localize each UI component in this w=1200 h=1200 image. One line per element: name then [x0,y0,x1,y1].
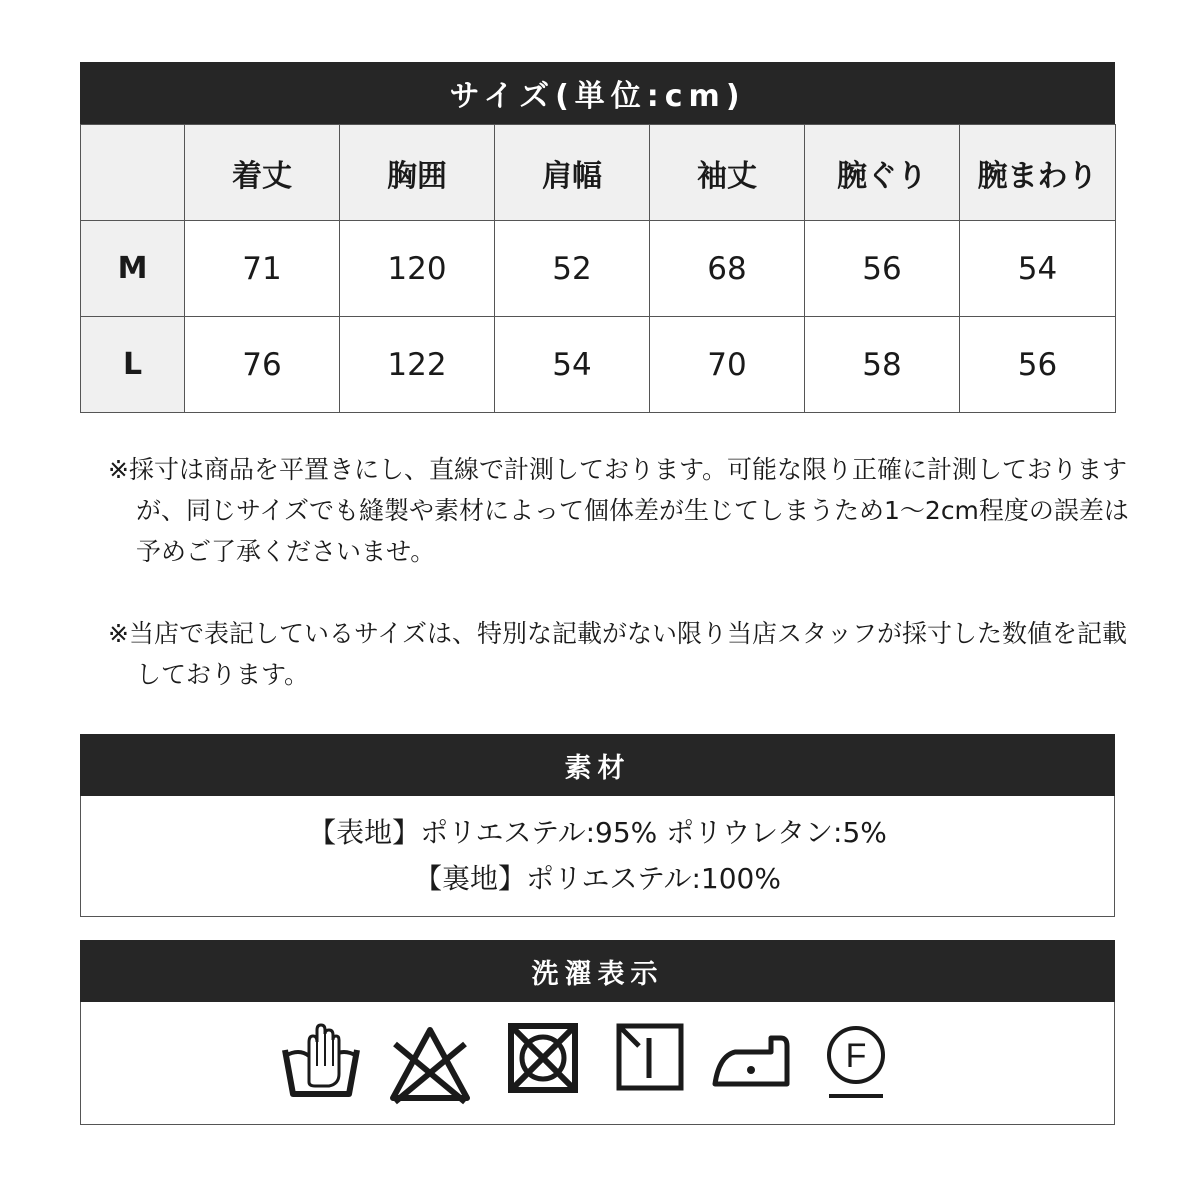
care-icons [80,1002,1115,1125]
table-cell: 68 [650,221,805,317]
size-source-note: ※当店で表記しているサイズは、特別な記載がない限り当店スタッフが採寸した数値を記載しております。 [108,619,1127,689]
size-section [80,62,1115,413]
table-cell: 54 [960,221,1116,317]
table-cell: 54 [495,317,650,413]
table-cell: 56 [960,317,1116,413]
table-row [81,317,1116,413]
size-title: サイズ(単位:cm) [80,62,1115,124]
hand-wash-icon [279,1022,363,1106]
line-dry-shade-icon [615,1022,685,1094]
care-title: 洗濯表示 [80,940,1115,1002]
table-row [81,221,1116,317]
row-label: M [81,221,185,317]
column-header: 袖丈 [650,125,805,221]
table-cell: 120 [340,221,495,317]
column-header: 腕まわり [960,125,1116,221]
table-cell: 52 [495,221,650,317]
material-section [80,734,1115,917]
dry-clean-f-icon [823,1022,889,1102]
material-title: 素材 [80,734,1115,796]
column-header: 肩幅 [495,125,650,221]
column-header: 胸囲 [340,125,495,221]
table-cell: 122 [340,317,495,413]
column-header: 着丈 [185,125,340,221]
table-cell: 56 [805,221,960,317]
table-cell: 71 [185,221,340,317]
measurement-note: ※採寸は商品を平置きにし、直線で計測しております。可能な限り正確に計測しておりますが、同じサイズでも縫製や素材によって個体差が生じてしまうため1〜2cm程度の誤差は予めご了承くださいませ。 [108,455,1129,566]
table-cell: 76 [185,317,340,413]
material-body [80,796,1115,917]
no-bleach-icon [389,1022,471,1106]
table-cell: 70 [650,317,805,413]
iron-low-icon [711,1022,793,1094]
size-header-row [81,125,1116,221]
row-label: L [81,317,185,413]
care-section [80,940,1115,1125]
lining-fabric-line: 【裏地】ポリエステル:100% [414,862,781,895]
size-table [80,124,1116,413]
corner-cell [81,125,185,221]
table-cell: 58 [805,317,960,413]
column-header: 腕ぐり [805,125,960,221]
outer-fabric-line: 【表地】ポリエステル:95% ポリウレタン:5% [308,816,887,849]
svg-text:F: F [845,1037,867,1075]
no-tumble-dry-icon [507,1022,579,1094]
